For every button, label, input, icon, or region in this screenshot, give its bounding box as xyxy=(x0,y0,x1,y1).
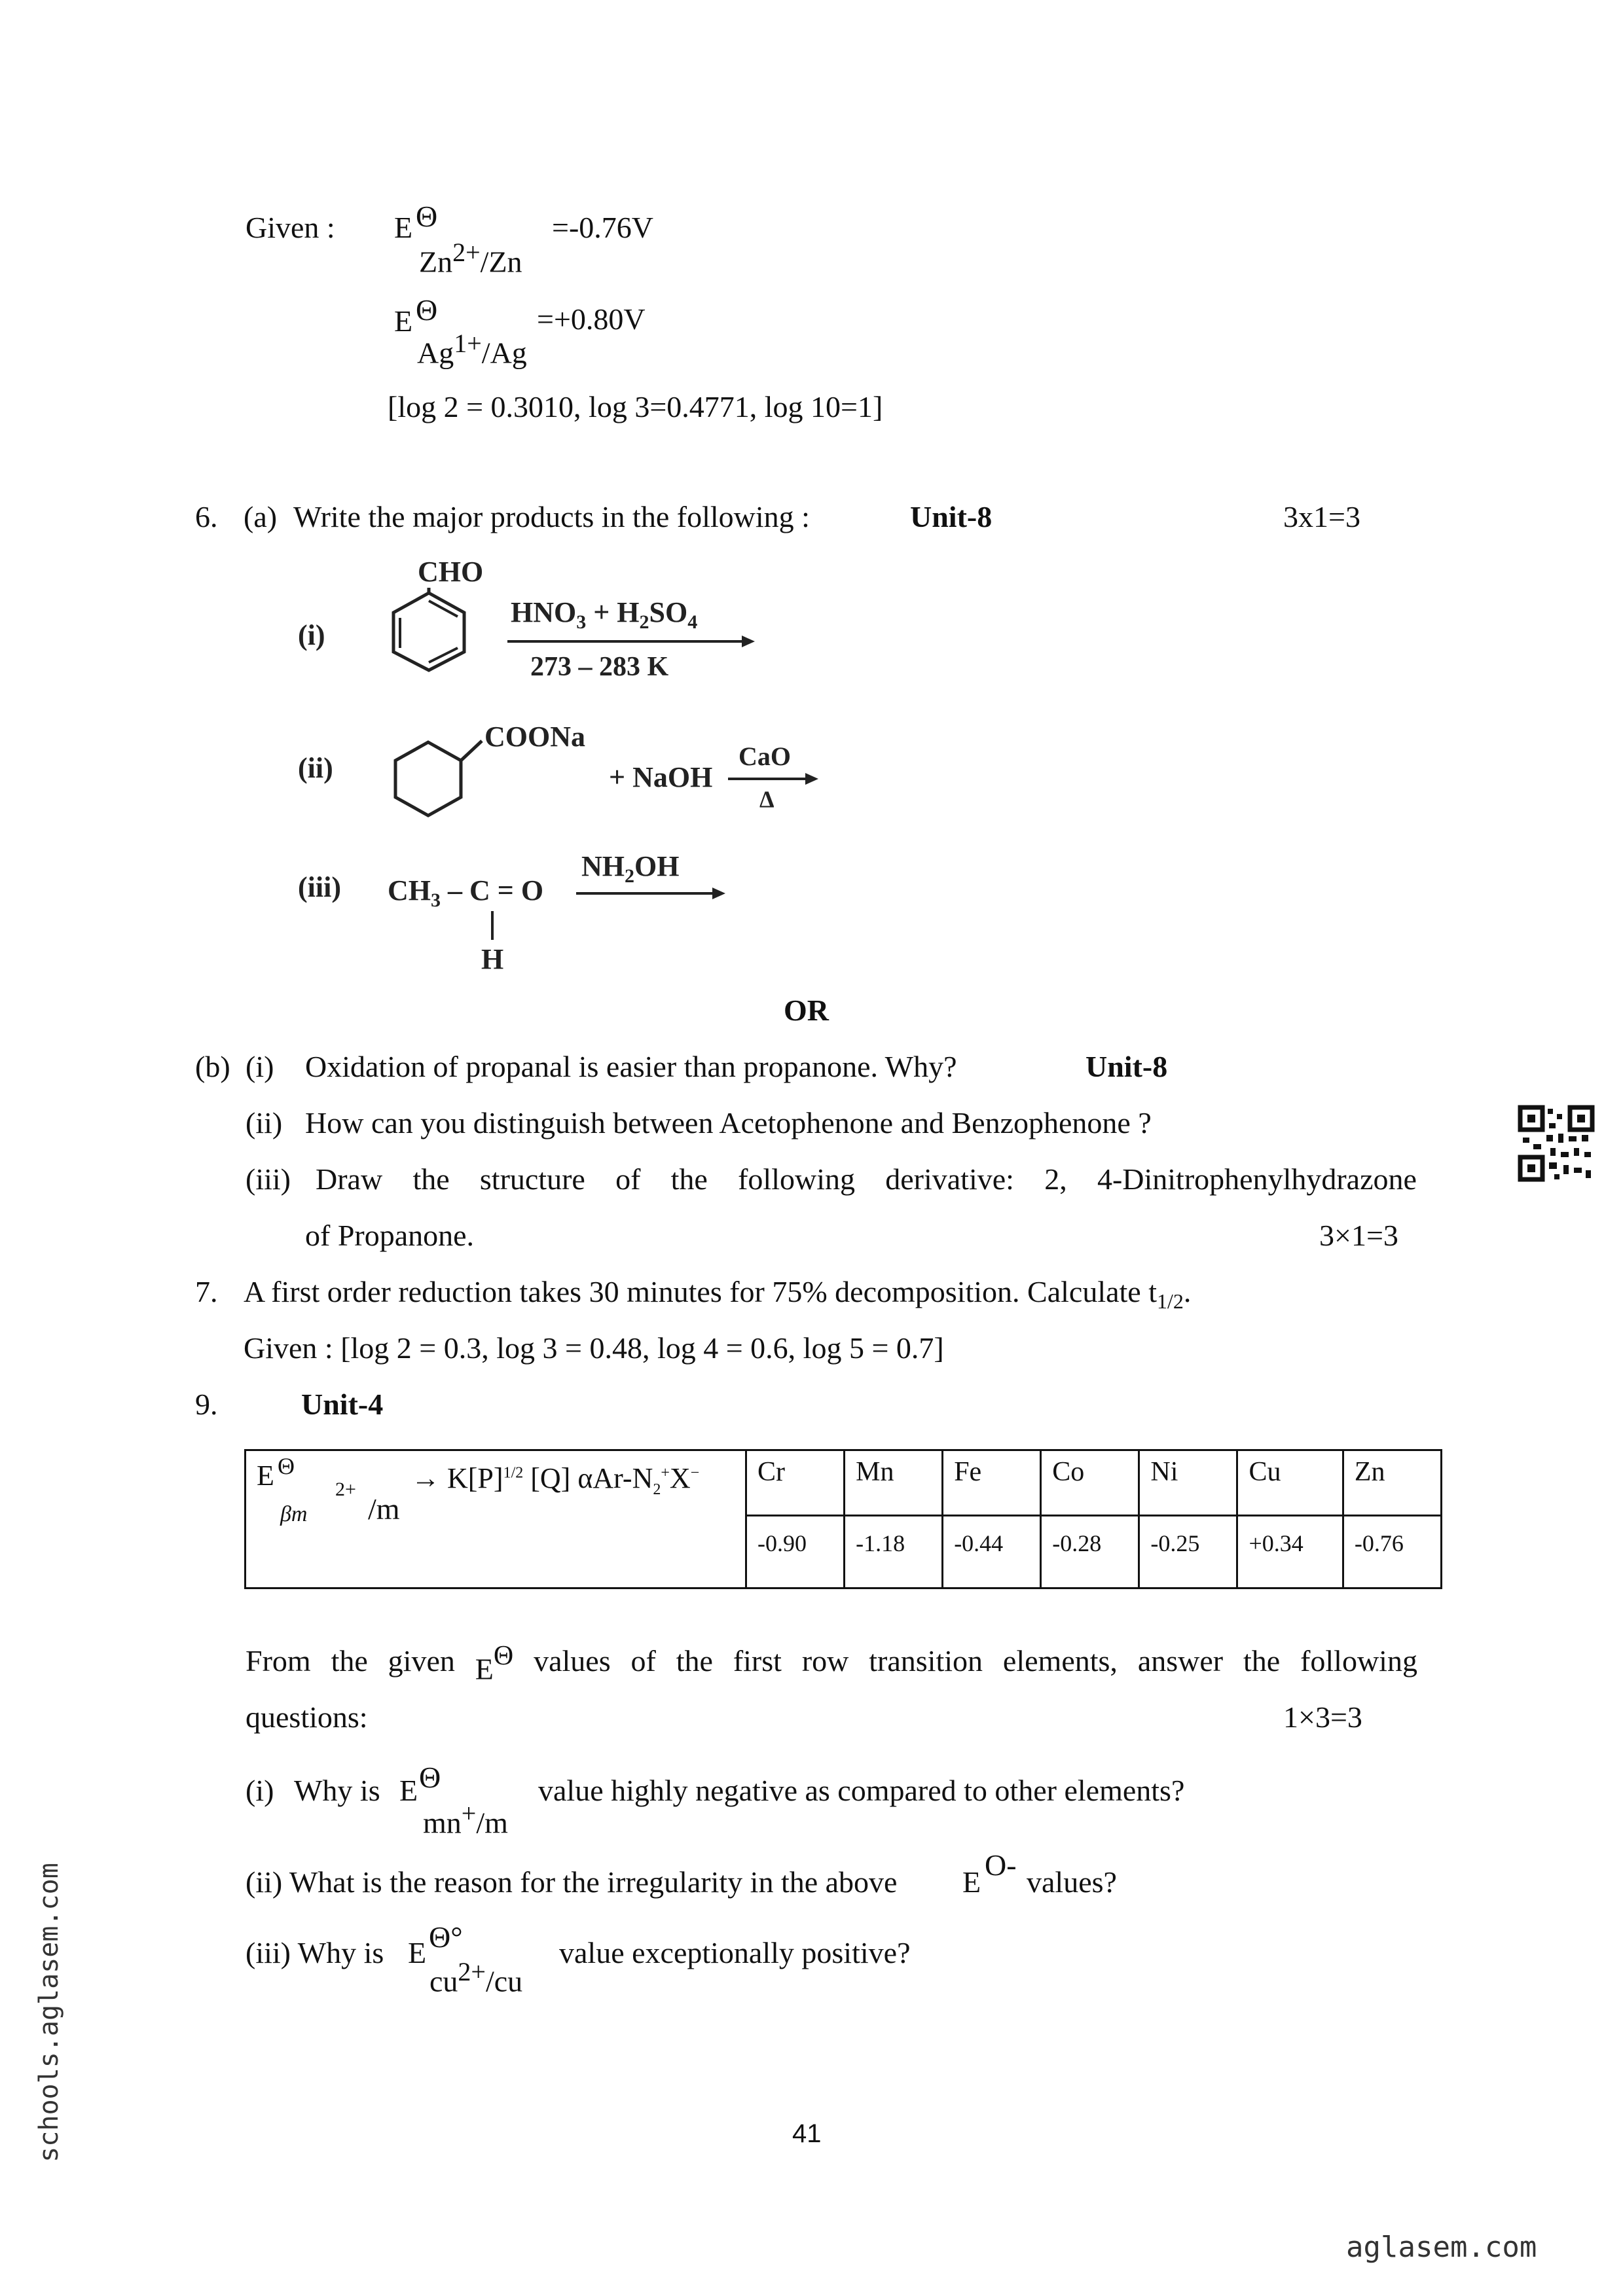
table-head-beta: βm xyxy=(280,1502,308,1526)
electrode-potential-table xyxy=(244,1449,1442,1589)
b-iii-line2: of Propanone. xyxy=(305,1219,475,1252)
q7-text: A first order reduction takes 30 minutes for 75% decomposition. Calculate $t_{1/2}$. xyxy=(244,1275,1192,1314)
reaction-ii-over: CaO xyxy=(739,742,791,771)
b-iii-word: the xyxy=(670,1162,708,1196)
element-zn: Zn xyxy=(1343,1450,1441,1516)
value-cu: +0.34 xyxy=(1237,1516,1343,1588)
side-watermark: schools.aglasem.com xyxy=(34,1863,64,2162)
table-head-formula: → $K[P]^{1/2}$ [Q] αAr-$N_2^+X^-$ xyxy=(411,1462,700,1498)
q9-ii-text-b: values? xyxy=(1027,1865,1117,1899)
e-letter-1: E xyxy=(394,211,413,244)
reaction-ii-group: COONa xyxy=(484,721,585,753)
b-iii-word: the xyxy=(412,1162,450,1196)
reaction-iii-left: $CH_3 - C = O$ xyxy=(388,874,544,911)
b-iii-word: 2, xyxy=(1044,1162,1067,1196)
arrow-iii-icon xyxy=(576,884,727,903)
q9-iii-e: E xyxy=(408,1936,427,1969)
reaction-i-label: (i) xyxy=(298,619,325,651)
reaction-iii-h: H xyxy=(481,943,504,975)
element-ni: Ni xyxy=(1139,1450,1237,1516)
q7-number: 7. xyxy=(195,1275,218,1308)
intro-word: following xyxy=(1300,1644,1417,1677)
q9-i-text-a: Why is xyxy=(294,1774,380,1807)
q9-iii-text-b: value exceptionally positive? xyxy=(559,1936,911,1969)
q9-marks: 1×3=3 xyxy=(1283,1700,1362,1734)
e-letter-2: E xyxy=(394,304,413,338)
reaction-ii-label: (ii) xyxy=(298,752,333,784)
q6-text: Write the major products in the following : xyxy=(293,500,810,533)
intro-word: answer xyxy=(1137,1644,1224,1677)
e1-subscript: $Zn^{2+}/Zn$ xyxy=(419,238,522,279)
intro-word: transition xyxy=(869,1644,983,1677)
q7-given: Given : [log 2 = 0.3, log 3 = 0.48, log 4 = 0.6, log 5 = 0.7] xyxy=(244,1331,944,1365)
intro-word: the xyxy=(331,1644,368,1677)
element-fe: Fe xyxy=(943,1450,1041,1516)
value-ni: -0.25 xyxy=(1139,1516,1237,1588)
value-co: -0.28 xyxy=(1041,1516,1139,1588)
b-iii-word: following xyxy=(738,1162,855,1196)
e2-subscript: $Ag^{1+}/Ag$ xyxy=(417,329,527,370)
q9-i-subscript: mn+/m xyxy=(423,1799,508,1840)
table-head-e: E xyxy=(257,1460,274,1492)
table-head-sup: 2+ xyxy=(335,1479,356,1500)
page-number: 41 xyxy=(792,2119,822,2148)
element-co: Co xyxy=(1041,1450,1139,1516)
b-ii-text: How can you distinguish between Acetophenone and Benzophenone ? xyxy=(305,1106,1152,1139)
theta-2: Θ xyxy=(416,293,438,327)
element-cu: Cu xyxy=(1237,1450,1343,1516)
value-cr: -0.90 xyxy=(746,1516,845,1588)
qr-code-icon xyxy=(1518,1105,1595,1182)
q9-i-text-b: value highly negative as compared to other elements? xyxy=(538,1774,1185,1807)
q9-ii-e: E xyxy=(962,1865,981,1899)
q9-iii-subscript: $cu^{2+}/cu$ xyxy=(429,1957,523,1998)
intro-word: of xyxy=(630,1644,656,1677)
b-iii-word: derivative: xyxy=(885,1162,1014,1196)
value-mn: -1.18 xyxy=(845,1516,943,1588)
value-zn: -0.76 xyxy=(1343,1516,1441,1588)
intro-e-theta: $E^\Theta$ xyxy=(475,1641,514,1686)
table-head-tail: /m xyxy=(368,1492,400,1526)
b-ii-label: (ii) xyxy=(246,1106,283,1139)
b-iii-word: 4-Dinitrophenylhydrazone xyxy=(1097,1162,1417,1196)
q9-i-e: E xyxy=(399,1774,418,1807)
intro-word: elements, xyxy=(1002,1644,1118,1677)
q9-intro-line1 xyxy=(246,1641,1417,1687)
intro-word: row xyxy=(801,1644,849,1677)
b-iii-label: (iii) xyxy=(246,1162,291,1196)
bottom-watermark: aglasem.com xyxy=(1346,2231,1537,2264)
bond-line-icon xyxy=(488,908,497,942)
value-fe: -0.44 xyxy=(943,1516,1041,1588)
e2-value: =+0.80V xyxy=(537,302,646,336)
q9-ii-text-a: (ii) What is the reason for the irregularity in the above xyxy=(246,1865,898,1899)
q6-unit: Unit-8 xyxy=(910,500,993,533)
reaction-ii-reagent: + NaOH xyxy=(609,761,713,793)
q6-part-b: (b) xyxy=(195,1050,230,1083)
reaction-i-reagent-top: $HNO_3 + H_2SO_4$ xyxy=(511,596,698,633)
b-iii-word: of xyxy=(615,1162,641,1196)
element-cr: Cr xyxy=(746,1450,845,1516)
cyclohexane-ring-icon xyxy=(386,733,484,818)
b-marks: 3×1=3 xyxy=(1319,1219,1398,1252)
q6-number: 6. xyxy=(195,500,218,533)
intro-word: first xyxy=(733,1644,782,1677)
b-unit: Unit-8 xyxy=(1085,1050,1168,1083)
reaction-i-cho: CHO xyxy=(418,556,484,588)
b-i-text: Oxidation of propanal is easier than propanone. Why? xyxy=(305,1050,957,1083)
intro-word: given xyxy=(388,1644,455,1677)
intro-word: values xyxy=(534,1644,611,1677)
reaction-i-reagent-bottom: 273 – 283 K xyxy=(530,652,669,682)
q9-iii-theta: Θ° xyxy=(429,1920,463,1954)
intro-word: the xyxy=(1243,1644,1281,1677)
b-iii-word: Draw xyxy=(316,1162,383,1196)
q9-i-theta: Θ xyxy=(419,1761,441,1794)
q9-number: 9. xyxy=(195,1388,218,1421)
table-head-theta: Θ xyxy=(278,1453,295,1479)
q6-marks: 3x1=3 xyxy=(1283,500,1360,533)
intro-word: From xyxy=(246,1644,311,1677)
reaction-iii-label: (iii) xyxy=(298,871,341,903)
q6-part-a: (a) xyxy=(244,500,278,533)
element-mn: Mn xyxy=(845,1450,943,1516)
b-iii-word: structure xyxy=(479,1162,585,1196)
q9-intro-line2: questions: xyxy=(246,1700,368,1734)
or-separator: OR xyxy=(784,994,829,1027)
arrow-i-icon xyxy=(507,632,756,651)
benzene-ring-icon xyxy=(383,588,475,673)
given-label: Given : xyxy=(246,211,335,244)
reaction-ii-under: Δ xyxy=(759,786,775,812)
b-iii-line1 xyxy=(316,1162,1417,1197)
b-i-label: (i) xyxy=(246,1050,274,1083)
q9-unit: Unit-4 xyxy=(301,1388,384,1421)
log-values: [log 2 = 0.3010, log 3=0.4771, log 10=1] xyxy=(388,390,883,423)
theta-1: Θ xyxy=(416,200,438,233)
intro-word: the xyxy=(676,1644,713,1677)
q9-ii-sup: O- xyxy=(985,1848,1017,1882)
q9-iii-text-a: (iii) Why is xyxy=(246,1936,384,1969)
table-header-cell xyxy=(246,1450,746,1588)
e1-value: =-0.76V xyxy=(552,211,653,244)
reaction-iii-reagent: $NH_2OH$ xyxy=(581,850,680,887)
q9-i-label: (i) xyxy=(246,1774,274,1807)
